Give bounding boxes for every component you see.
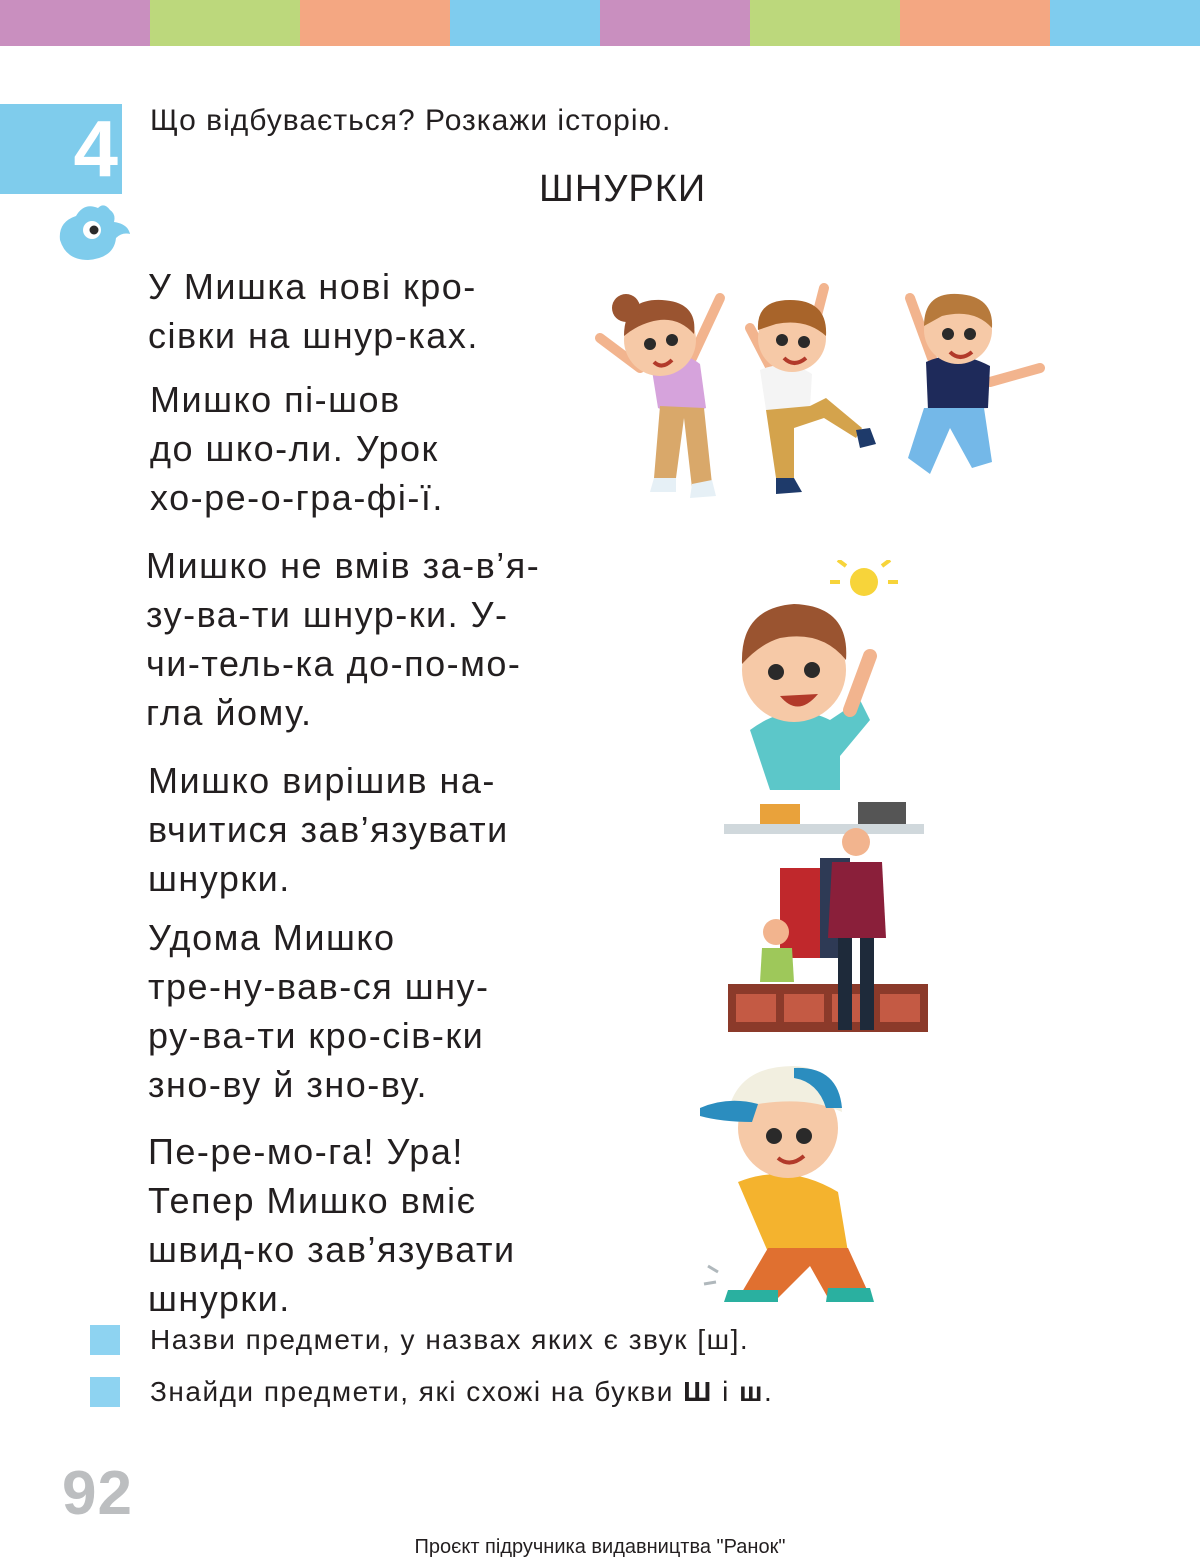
story-line: сівки на шнур-ках. — [148, 315, 479, 356]
story-line: Удома Мишко — [148, 917, 396, 958]
story-title: ШНУРКИ — [539, 168, 707, 210]
story-line: хо-ре-о-гра-фі-ї. — [150, 477, 444, 518]
boy-idea-illustration — [730, 560, 910, 790]
story-line: У Мишка нові кро- — [148, 266, 477, 307]
story-line: шнурки. — [148, 1278, 291, 1319]
footer — [0, 1536, 1200, 1559]
bullet-square — [90, 1325, 120, 1355]
bullet-square — [90, 1377, 120, 1407]
story-paragraph — [148, 262, 479, 360]
boy-tying-shoes-illustration — [698, 1052, 880, 1304]
story-line: гла йому. — [146, 692, 313, 733]
task-text — [150, 1376, 773, 1408]
story-line: до шко-ли. Урок — [150, 428, 439, 469]
task-text-suffix: . — [763, 1376, 774, 1407]
task-instruction: Що відбувається? Розкажи історію. — [150, 104, 672, 137]
story-line: зно-ву й зно-ву. — [148, 1064, 428, 1105]
page-number: 92 — [62, 1459, 133, 1528]
story-paragraph — [148, 756, 509, 903]
stripe — [150, 0, 300, 46]
story-line: чи-тель-ка до-по-мо- — [146, 643, 522, 684]
letter-small-sh: ш — [739, 1376, 764, 1407]
top-color-stripes — [0, 0, 1200, 46]
stripe — [600, 0, 750, 46]
story-line: тре-ну-вав-ся шну- — [148, 966, 490, 1007]
task-number-badge — [0, 104, 122, 194]
task-number: 4 — [73, 104, 118, 193]
task-text: Назви предмети, у назвах яких є звук [ш]. — [150, 1324, 750, 1355]
story-line: Тепер Мишко вміє — [148, 1180, 477, 1221]
story-line: шнурки. — [148, 858, 291, 899]
hallway-illustration — [720, 798, 940, 1036]
stripe — [300, 0, 450, 46]
story-line: швид-ко зав’язувати — [148, 1229, 516, 1270]
stripe — [750, 0, 900, 46]
story-line: Мишко пі-шов — [150, 379, 401, 420]
story-line: Пе-ре-мо-га! Ура! — [148, 1131, 464, 1172]
story-paragraph — [146, 541, 540, 737]
bird-icon — [54, 200, 134, 264]
story-line: зу-ва-ти шнур-ки. У- — [146, 594, 509, 635]
story-line: Мишко вирішив на- — [148, 760, 496, 801]
story-paragraph — [148, 1127, 516, 1323]
task-text-mid: і — [712, 1376, 740, 1407]
story-line: вчитися зав’язувати — [148, 809, 509, 850]
stripe — [0, 0, 150, 46]
story-line: Мишко не вмів за-в’я- — [146, 545, 541, 586]
task-item — [90, 1324, 749, 1356]
jumping-kids-illustration — [580, 278, 1050, 536]
story-paragraph — [148, 913, 490, 1109]
footer-text: Проєкт підручника видавництва "Ранок" — [414, 1536, 786, 1558]
letter-capital-sh: Ш — [683, 1376, 713, 1407]
stripe — [900, 0, 1050, 46]
stripe — [450, 0, 600, 46]
story-paragraph — [150, 375, 444, 522]
task-text-prefix: Знайди предмети, які схожі на букви — [150, 1376, 684, 1407]
story-line: ру-ва-ти кро-сів-ки — [148, 1015, 485, 1056]
stripe — [1050, 0, 1200, 46]
task-item — [90, 1376, 773, 1408]
